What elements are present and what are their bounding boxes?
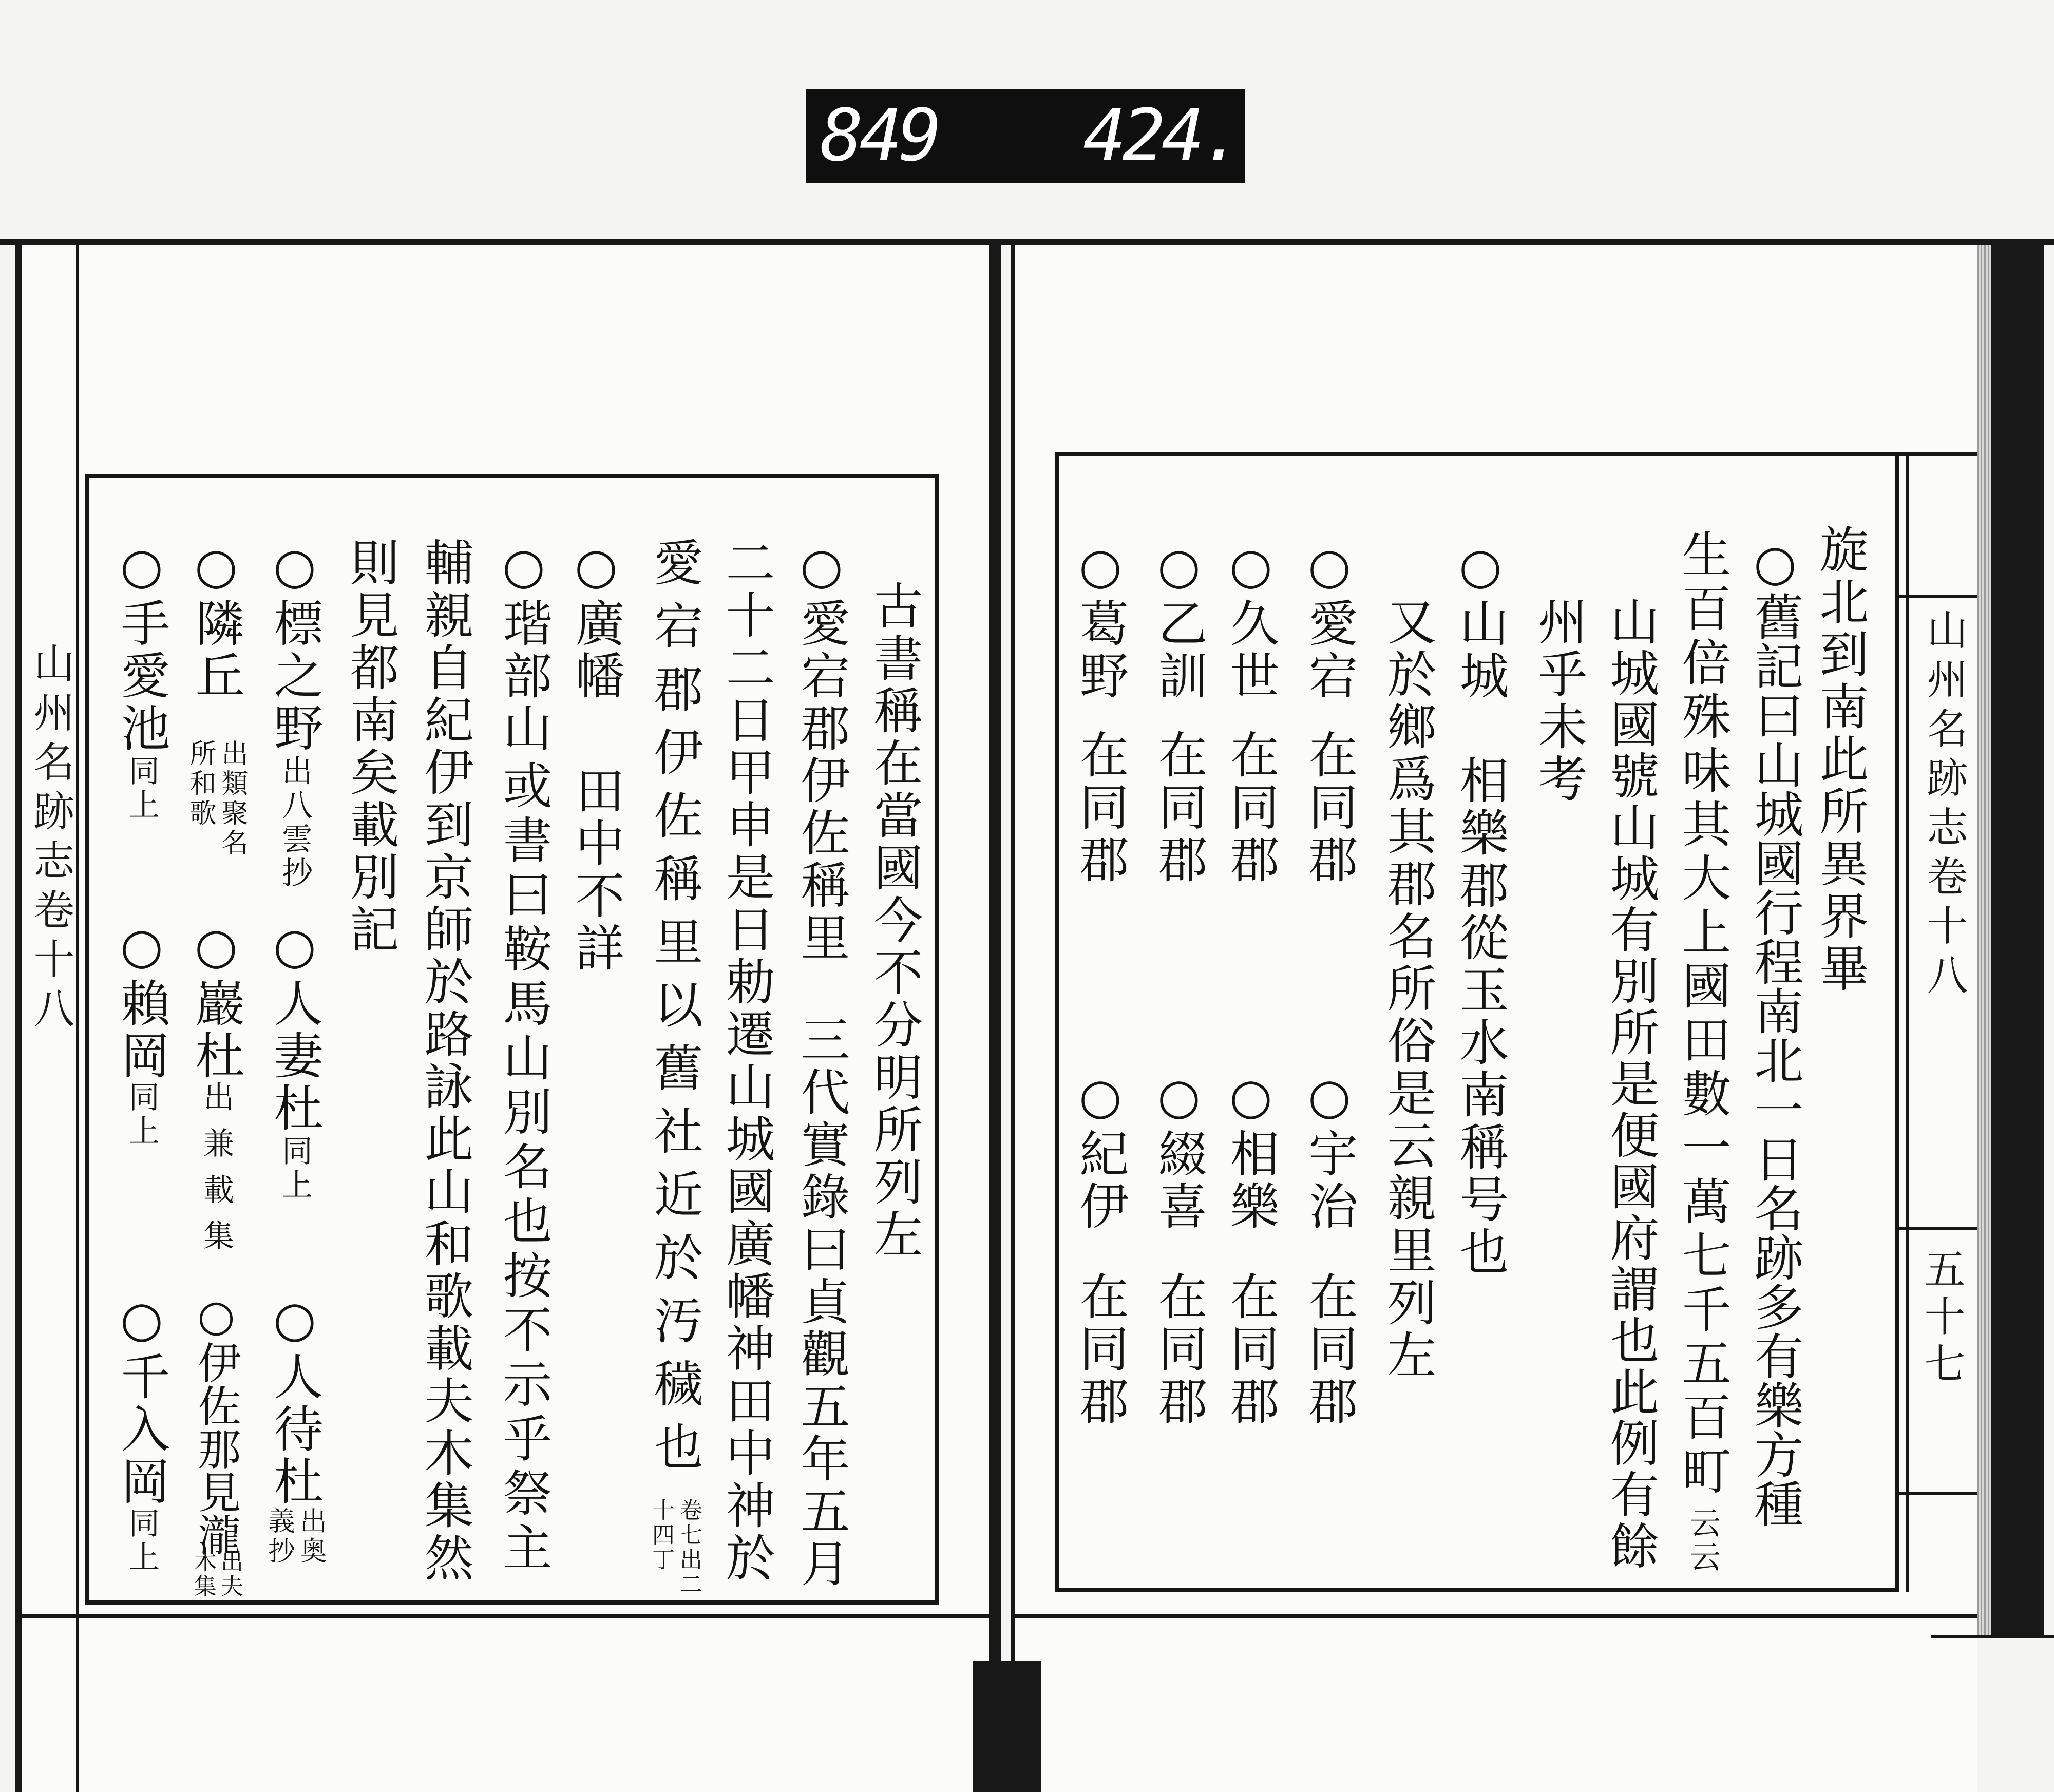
tab-line <box>1899 1227 1977 1230</box>
tab-top-line <box>1899 452 1977 456</box>
district-location: 在同郡 <box>1222 1271 1280 1428</box>
place-note: 同上 <box>124 1081 160 1149</box>
place-name: ○巖杜 <box>187 917 245 1082</box>
text-column: 或書曰鞍馬山別名也按不示乎祭主 <box>495 760 553 1576</box>
source-note: 云云 <box>1685 1507 1721 1575</box>
place-note: 出兼載集 <box>198 1081 234 1266</box>
place-note: 出夫木集 <box>190 1550 243 1599</box>
fore-edge-bottom-line <box>1931 1635 2054 1638</box>
place-name: ○人待杜 <box>266 1290 324 1508</box>
place-note: 同上 <box>124 1507 160 1575</box>
text-column: 古書稱在當國今不分明所列左 <box>866 580 923 1261</box>
entry-heading: ○山城 <box>1452 537 1509 702</box>
district-name: ○愛宕 <box>1301 537 1358 702</box>
fore-edge-shading <box>1977 245 1991 1638</box>
district-name: ○宇治 <box>1301 1067 1358 1233</box>
spine-line <box>989 245 1001 1792</box>
district-name: ○相樂 <box>1222 1067 1280 1233</box>
left-margin-title: 山州名跡志卷十八 <box>27 642 74 1036</box>
folio-number: 五十七 <box>1917 1248 1965 1389</box>
place-note: 出八雲抄 <box>277 755 313 890</box>
text-column: 則見都南矣載別記 <box>342 537 400 956</box>
district-name: ○葛野 <box>1072 537 1129 702</box>
place-note: 出奥義抄 <box>263 1507 326 1567</box>
text-column: 山城國號山城有別所是便國府謂也此例有餘 <box>1602 596 1660 1572</box>
text-column: 旋北到南此所異界畢 <box>1812 524 1869 995</box>
district-name: ○紀伊 <box>1072 1067 1129 1233</box>
text-column: 二十二日甲申是日勅遷山城國廣幡神田中神於 <box>718 537 775 1585</box>
left-margin-line <box>76 245 79 1792</box>
district-location: 在同郡 <box>1072 729 1129 886</box>
text-column: 三代實錄曰貞觀五年五月 <box>793 1014 850 1590</box>
place-name: ○伊佐那見瀧 <box>191 1290 241 1556</box>
entry-heading: ○廣幡 <box>567 537 625 702</box>
place-note: 同上 <box>124 755 160 823</box>
place-note: 出類聚名所和歌 <box>185 739 248 859</box>
entry-heading: ○愛宕郡伊佐稱里 <box>793 537 850 964</box>
tab-line <box>1899 595 1977 598</box>
frame-number: 424. <box>1083 94 1240 178</box>
spine-line-inner <box>1011 245 1015 1792</box>
scan-reference-label <box>806 89 1245 183</box>
district-name: ○綴喜 <box>1150 1067 1208 1233</box>
reel-number: 849 <box>820 94 938 178</box>
left-edge-line <box>15 245 22 1792</box>
tab-line <box>1899 1492 1977 1495</box>
place-name: ○隣丘 <box>187 537 245 702</box>
text-column: ○舊記曰山城國行程南北一日名跡多有樂方種 <box>1746 534 1804 1528</box>
district-location: 在同郡 <box>1301 1271 1358 1428</box>
district-name: ○乙訓 <box>1150 537 1208 702</box>
place-name: ○賴岡 <box>113 917 170 1082</box>
place-note: 同上 <box>277 1135 313 1203</box>
text-column: 州乎未考 <box>1530 596 1588 806</box>
place-name: ○手愛池 <box>113 537 170 755</box>
district-location: 在同郡 <box>1150 729 1208 886</box>
right-margin-title: 山州名跡志卷十八 <box>1920 608 1968 1003</box>
text-column: 田中不詳 <box>567 765 625 975</box>
text-column: 又於鄉爲其郡名所俗是云親里列左 <box>1379 596 1437 1382</box>
place-name: ○千入岡 <box>113 1290 170 1508</box>
top-edge-line <box>0 239 2054 245</box>
text-column: 愛宕郡伊佐稱里以舊社近於汚穢也 <box>646 537 703 1484</box>
left-page-bottom-line <box>15 1614 991 1618</box>
right-frame-double-line <box>1906 452 1909 1592</box>
fore-edge-dark <box>1991 245 2044 1638</box>
district-location: 在同郡 <box>1072 1271 1129 1428</box>
place-name: ○人妻杜 <box>266 917 324 1135</box>
right-page-bottom-line <box>1011 1614 1977 1618</box>
text-column: 相樂郡從玉水南稱号也 <box>1452 755 1509 1279</box>
district-location: 在同郡 <box>1301 729 1358 886</box>
text-column: 輔親自紀伊到京師於路詠此山和歌載夫木集然 <box>416 537 474 1585</box>
entry-heading: ○瑎部山 <box>495 537 553 755</box>
source-note: 卷七出二十四丁 <box>648 1498 702 1597</box>
text-column: 生百倍殊味其大上國田數一萬七千五百町 <box>1674 529 1732 1499</box>
district-location: 在同郡 <box>1222 729 1280 886</box>
place-name: ○標之野 <box>266 537 324 755</box>
district-name: ○久世 <box>1222 537 1280 702</box>
spine-block <box>973 1661 1041 1792</box>
district-location: 在同郡 <box>1150 1271 1208 1428</box>
